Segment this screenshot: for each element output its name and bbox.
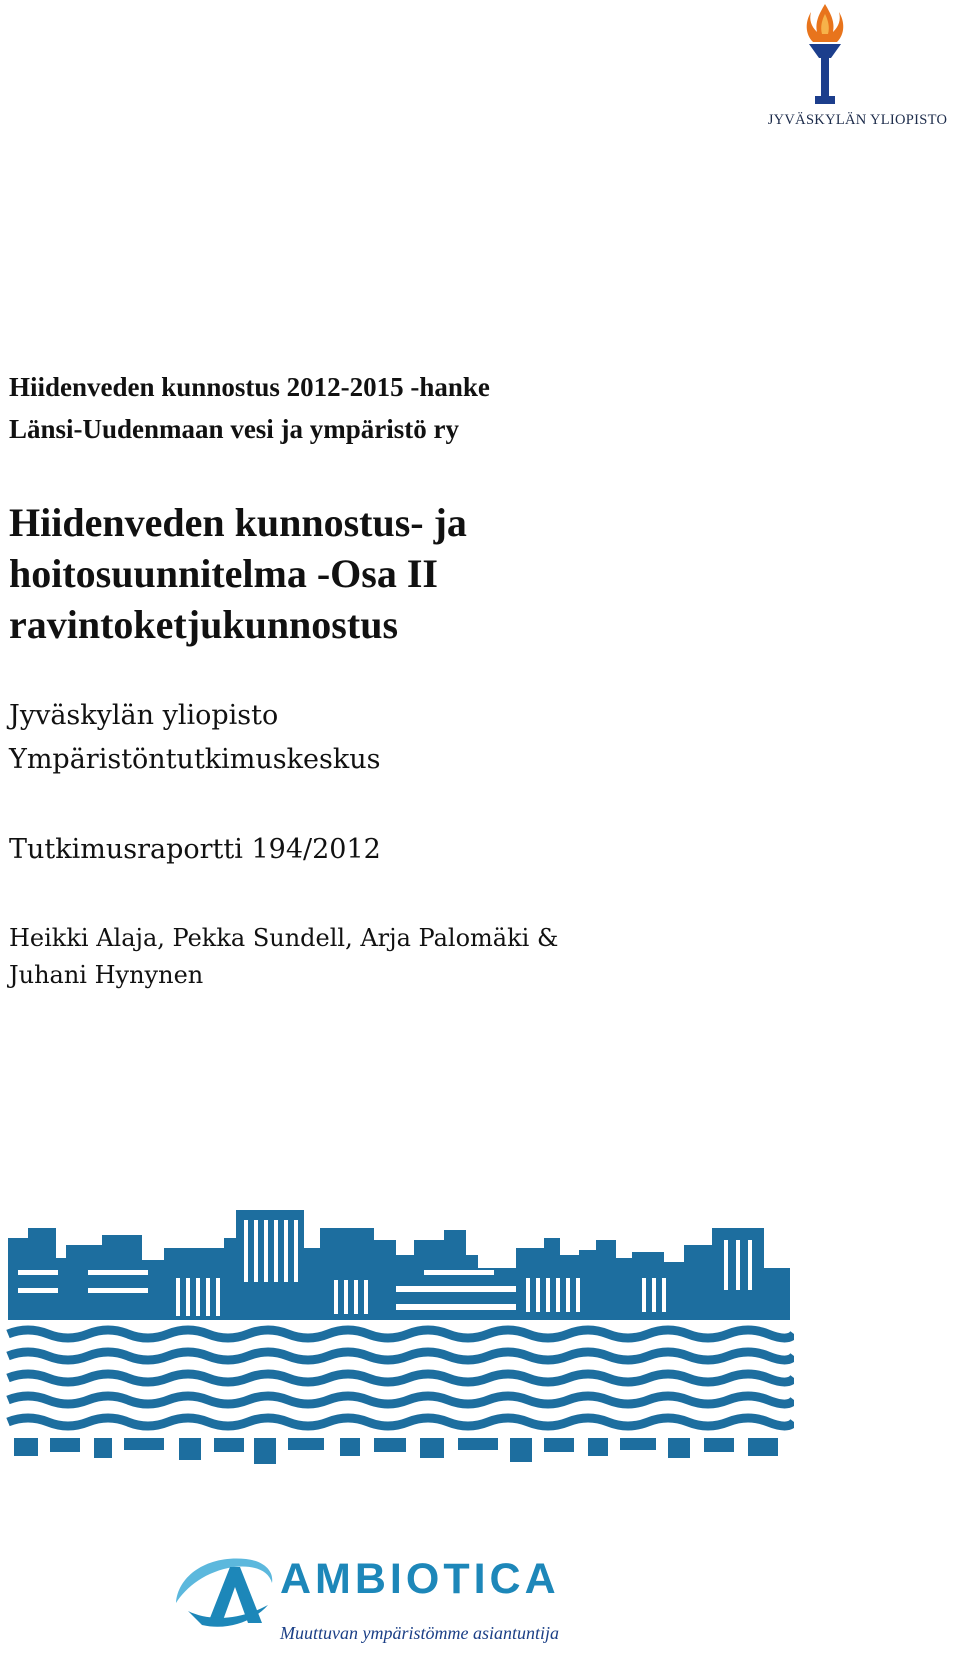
ambiotica-tagline: Muuttuvan ympäristömme asiantuntija [280, 1623, 559, 1643]
report-number: Tutkimusraportti 194/2012 [9, 834, 381, 865]
authors-line-2: Juhani Hynynen [9, 961, 204, 989]
ambiotica-emblem-icon [168, 1545, 278, 1637]
university-logo [755, 0, 960, 135]
authors-line-1: Heikki Alaja, Pekka Sundell, Arja Palomäki & [9, 924, 559, 952]
torch-icon [795, 0, 855, 108]
organization-name: Länsi-Uudenmaan vesi ja ympäristö ry [9, 414, 460, 444]
report-title-line-2: hoitosuunnitelma -Osa II [9, 551, 438, 596]
report-title-line-3: ravintoketjukunnostus [9, 602, 399, 647]
research-center-name: Ympäristöntutkimuskeskus [9, 744, 381, 775]
university-name: Jyväskylän yliopisto [9, 700, 279, 731]
ambiotica-logo [168, 1545, 560, 1643]
report-title-line-1: Hiidenveden kunnostus- ja [9, 500, 467, 545]
city-waterfront-illustration [4, 1200, 794, 1520]
project-name: Hiidenveden kunnostus 2012-2015 -hanke [9, 372, 490, 402]
ambiotica-wordmark: AMBIOTICA [280, 1555, 560, 1603]
university-logo-text: JYVÄSKYLÄN YLIOPISTO [767, 112, 948, 128]
